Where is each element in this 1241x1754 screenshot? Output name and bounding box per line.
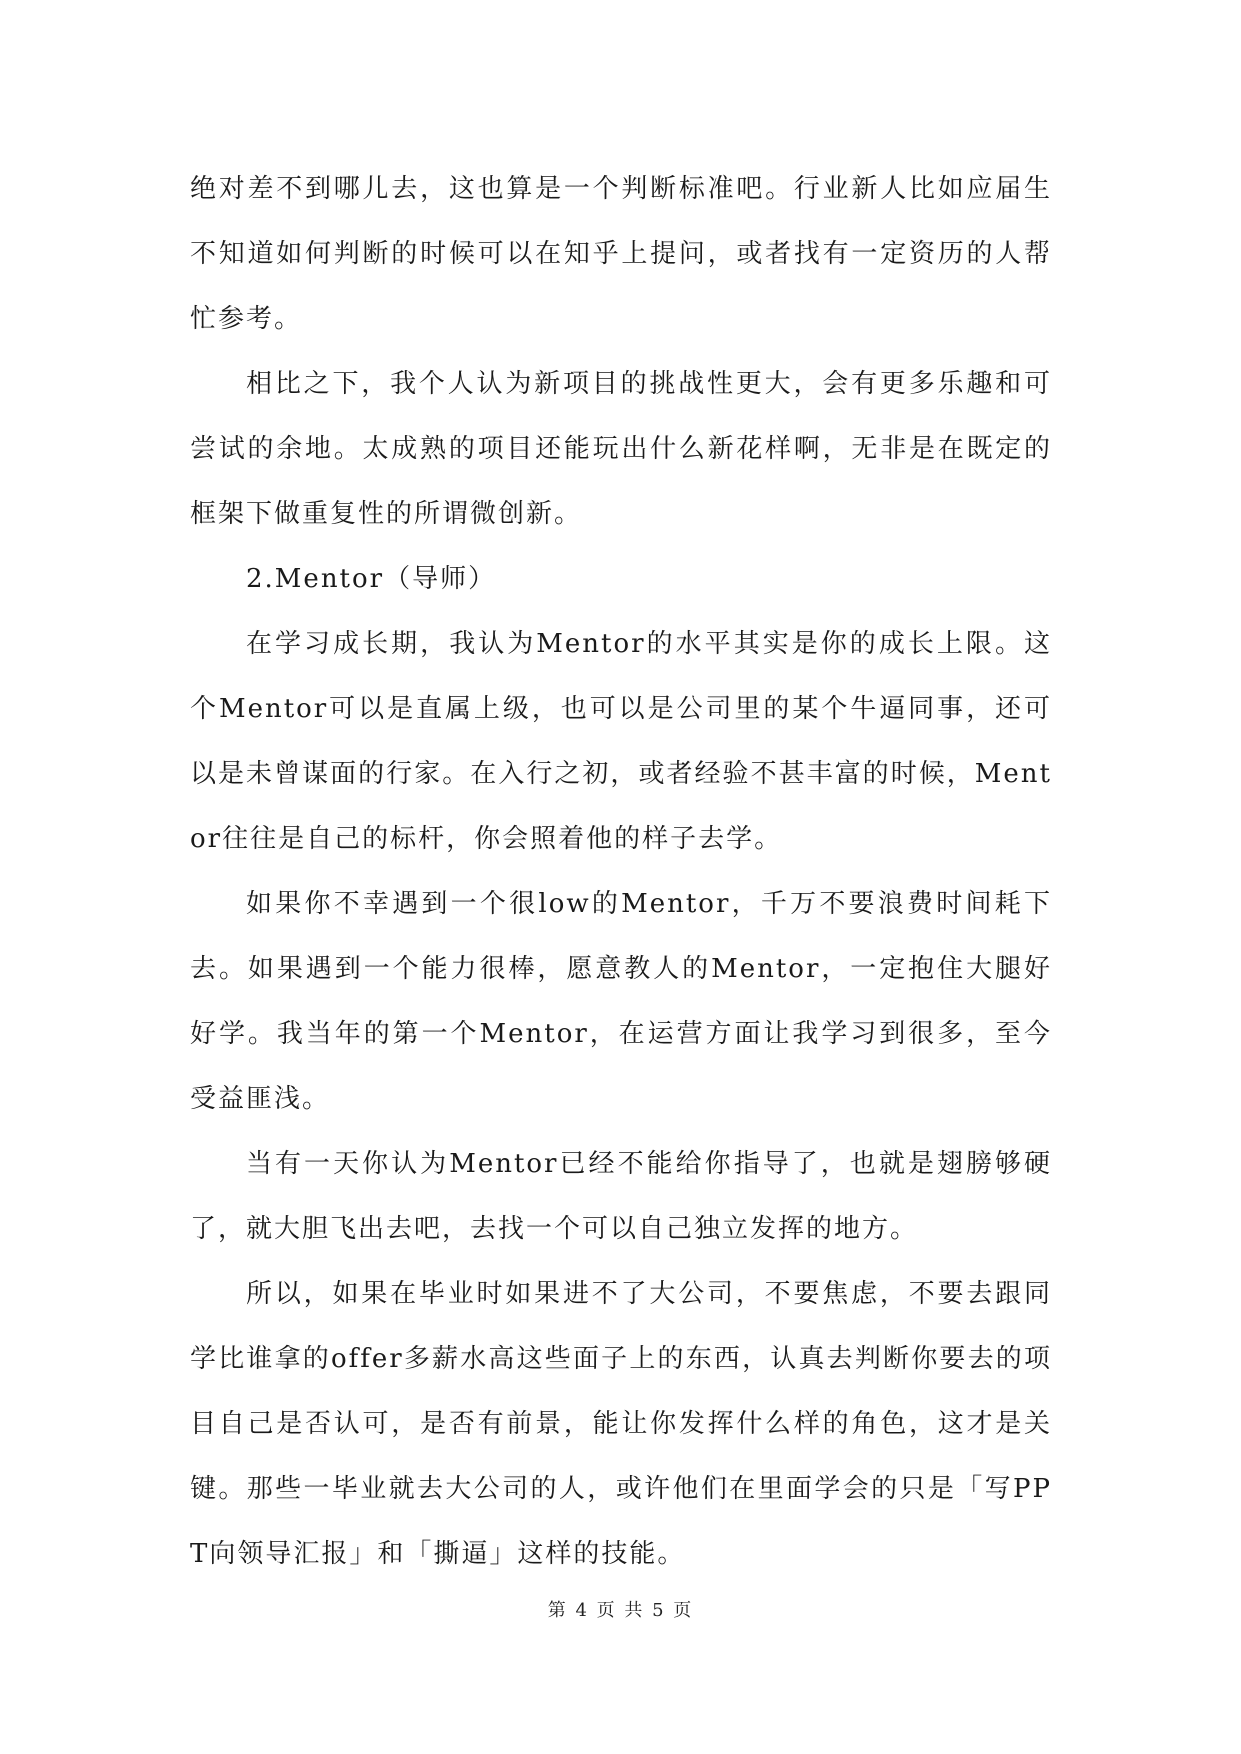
paragraph: 当有一天你认为Mentor已经不能给你指导了，也就是翅膀够硬了，就大胆飞出去吧，去找一个可以自己独立发挥的地方。 [190,1149,1052,1244]
paragraph-continuation: 绝对差不到哪儿去，这也算是一个判断标准吧。行业新人比如应届生不知道如何判断的时候可以在知乎上提问，或者找有一定资历的人帮忙参考。 [190,174,1052,334]
section-heading: 2.Mentor（导师） [246,564,497,594]
document-body [190,157,1052,1587]
page-number-footer: 第 4 页 共 5 页 [547,1600,694,1621]
paragraph: 相比之下，我个人认为新项目的挑战性更大，会有更多乐趣和可尝试的余地。太成熟的项目还能玩出什么新花样啊，无非是在既定的框架下做重复性的所谓微创新。 [190,369,1052,529]
paragraph: 如果你不幸遇到一个很low的Mentor，千万不要浪费时间耗下去。如果遇到一个能力很棒，愿意教人的Mentor，一定抱住大腿好好学。我当年的第一个Mentor，在运营方面让我学习到很多，至今受益匪浅。 [190,889,1052,1114]
paragraph: 所以，如果在毕业时如果进不了大公司，不要焦虑，不要去跟同学比谁拿的offer多薪水高这些面子上的东西，认真去判断你要去的项目自己是否认可，是否有前景，能让你发挥什么样的角色，这才是关键。那些一毕业就去大公司的人，或许他们在里面学会的只是「写PPT向领导汇报」和「撕逼」这样的技能。 [190,1279,1052,1569]
paragraph: 在学习成长期，我认为Mentor的水平其实是你的成长上限。这个Mentor可以是直属上级，也可以是公司里的某个牛逼同事，还可以是未曾谋面的行家。在入行之初，或者经验不甚丰富的时候，Mentor往往是自己的标杆，你会照着他的样子去学。 [190,629,1052,854]
